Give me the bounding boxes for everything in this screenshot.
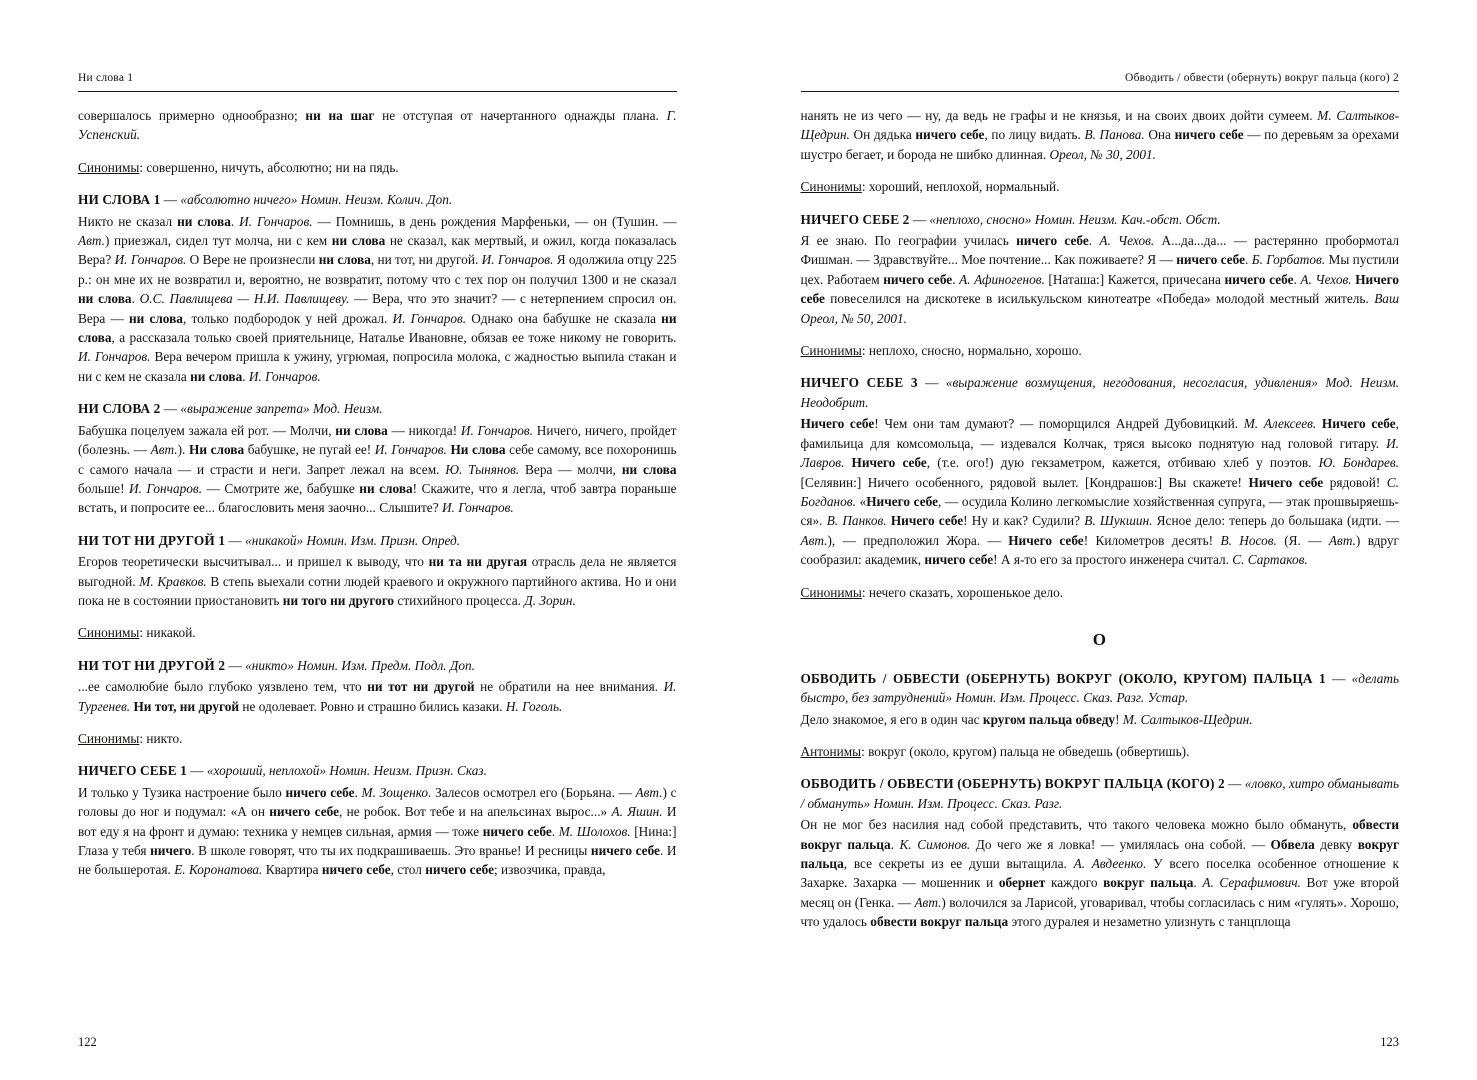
dictionary-entry bbox=[801, 210, 1400, 328]
continuation-text: совершалось примерно однообразно; ни на шаг не отступая от начертанного однажды плана. Г. Успенский. bbox=[78, 108, 677, 143]
dictionary-entry bbox=[78, 399, 677, 517]
entry-tags: Номин. Изм. Процесс. Сказ. Разг. Устар. bbox=[955, 690, 1189, 706]
entry-tags: Номин. Изм. Предм. Подл. Доп. bbox=[297, 657, 475, 673]
section-letter: О bbox=[1092, 629, 1107, 649]
entry-body: Егоров теоретически высчитывал... и пришел к выводу, что ни та ни другая отрасль дела не является выгодной. М. Кравков. В степь выехали сотни людей краевого и окружного партийного актива. Но и они пока не в состоянии приостановить ни того ни другого стихийного процесса. Д. Зорин. bbox=[78, 554, 677, 608]
synonyms-block bbox=[78, 729, 677, 748]
entry-body: Бабушка поцелуем зажала ей рот. — Молчи, ни слова — никогда! И. Гончаров. Ничего, ничего, пройдет (болезнь. — Авт.). Ни слова бабушке, не пугай ее! И. Гончаров. Ни слова себе самому, все похоронишь с самого начала — и страсти и неги. Запрет лежал на всем. Ю. Тынянов. Вера — молчи, ни слова больше! И. Гончаров. — Смотрите же, бабушке ни слова! Скажите, что я легла, чтоб завтра пораньше встать, и попросите ее... благословить меня заочно... Слышите? И. Гончаров. bbox=[78, 422, 677, 516]
dash: — bbox=[925, 375, 946, 391]
left-column-text bbox=[78, 106, 677, 880]
entry-body: Я ее знаю. По географии училась ничего себе. А. Чехов. А...да...да... — растерянно пробормотал Фишман. — Здравствуйте... Мое почтение... Как поживаете? Я — ничего себе. Б. Горбатов. Мы пустили цех. Работаем ничего себе. А. Афиногенов. [Наташа:] Кажется, причесана ничего себе. А. Чехов. Ничего себе повеселился на дискотеке в исилькульском кинотеатре «Победа» молодой местный житель. Ваш Ореол, № 50, 2001. bbox=[800, 233, 1400, 326]
dictionary-entry bbox=[78, 656, 677, 716]
running-head-left: Ни слова 1 bbox=[78, 72, 134, 84]
synonyms-line: Синонимы: хороший, неплохой, нормальный. bbox=[800, 179, 1060, 195]
entry-head bbox=[78, 531, 677, 550]
right-column-text bbox=[801, 106, 1400, 932]
running-head-right: Обводить / обвести (обернуть) вокруг пальца (кого) 2 bbox=[1125, 72, 1399, 84]
entry-gloss: «никто» bbox=[245, 657, 294, 673]
folio-right: 123 bbox=[1380, 1035, 1399, 1049]
entry-gloss: «ловко, хитро обманывать / обмануть» bbox=[800, 776, 1400, 811]
entry-head bbox=[78, 656, 677, 675]
synonyms-label: Синонимы bbox=[78, 625, 140, 641]
dash: — bbox=[190, 763, 207, 779]
entry-lemma: НИ СЛОВА 1 bbox=[78, 192, 161, 208]
entry-body: Никто не сказал ни слова. И. Гончаров. — Помнишь, в день рождения Марфеньки, — он (Тушин. — Авт.) приезжал, сидел тут молча, ни с кем ни слова не сказал, как мертвый, и ожил, когда показалась Вера? И. Гончаров. О Вере не произнесли ни слова, ни тот, ни другой. И. Гончаров. Я одолжила отцу 225 р.: он мне их не возвратил и, вероятно, не возвратит, потому что с тех пор он получил 1300 и не сказал ни слова. О.С. Павлищева — Н.И. Павлищеву. — Вера, что это значит? — с нетерпением спросил он. Вера — ни слова, только подбородок у ней дрожал. И. Гончаров. Однако она бабушке не сказала ни слова, а рассказала только своей приятельнице, Наталье Ивановне, обязав ее тоже никому не говорить. И. Гончаров. Вера вечером пришла к ужину, угрюмая, попросила молока, с жадностью выпила стакан и ни с кем не сказала ни слова. И. Гончаров. bbox=[78, 213, 677, 384]
entry-head bbox=[801, 373, 1400, 412]
folio-left: 122 bbox=[78, 1035, 97, 1049]
entry-tags: Номин. Изм. Призн. Опред. bbox=[306, 532, 461, 548]
synonyms-block bbox=[801, 583, 1400, 602]
entry-head bbox=[801, 210, 1400, 229]
synonyms-line: Синонимы: никто. bbox=[78, 730, 183, 746]
entry-tags: Номин. Неизм. Колич. Доп. bbox=[300, 192, 453, 208]
synonyms-label: Синонимы bbox=[78, 730, 140, 746]
dash: — bbox=[228, 532, 246, 548]
entry-tags: Номин. Изм. Процесс. Сказ. Разг. bbox=[873, 795, 1063, 811]
entry-tags: Номин. Неизм. Призн. Сказ. bbox=[329, 763, 487, 779]
dash: — bbox=[1228, 776, 1245, 792]
entry-gloss: «хороший, неплохой» bbox=[206, 763, 327, 779]
continuation-paragraph bbox=[801, 106, 1400, 164]
entry-lemma: НИЧЕГО СЕБЕ 2 bbox=[800, 211, 910, 227]
dictionary-entry bbox=[78, 761, 677, 879]
antonyms-line: Антонимы: вокруг (около, кругом) пальца не обведешь (обвертишь). bbox=[800, 743, 1190, 759]
entry-gloss: «никакой» bbox=[245, 532, 304, 548]
synonyms-line: Синонимы: никакой. bbox=[78, 625, 196, 641]
entry-body: Дело знакомое, я его в один час кругом пальца обведу! М. Салтыков-Щедрин. bbox=[800, 711, 1253, 727]
dash: — bbox=[1332, 670, 1352, 686]
header-rule-left bbox=[78, 91, 677, 92]
synonyms-line: Синонимы: нечего сказать, хорошенькое дело. bbox=[800, 584, 1064, 600]
entry-lemma: ОБВОДИТЬ / ОБВЕСТИ (ОБЕРНУТЬ) ВОКРУГ ПАЛЬЦА (КОГО) 2 bbox=[800, 776, 1225, 792]
synonyms-label: Синонимы bbox=[800, 179, 862, 195]
dash: — bbox=[163, 401, 181, 417]
continuation-paragraph bbox=[78, 106, 677, 145]
dictionary-entry bbox=[801, 669, 1400, 729]
entry-gloss: «делать быстро, без затруднений» bbox=[800, 670, 1400, 706]
synonyms-block bbox=[801, 177, 1400, 196]
entry-tags: Мод. Неизм. Неодобрит. bbox=[800, 375, 1400, 410]
entry-lemma: НИЧЕГО СЕБЕ 3 bbox=[800, 375, 918, 391]
entry-lemma: НИЧЕГО СЕБЕ 1 bbox=[78, 763, 187, 779]
right-page bbox=[739, 0, 1477, 1080]
antonyms-block bbox=[801, 742, 1400, 761]
dictionary-entry bbox=[78, 190, 677, 386]
synonyms-block bbox=[801, 341, 1400, 360]
entry-body: И только у Тузика настроение было ничего себе. М. Зощенко. Залесов осмотрел его (Борьяна. — Авт.) с головы до ног и подумал: «А он ничего себе, не робок. Вот тебе и на апельсинах вырос...» А. Яшин. И вот еду я на фронт и думаю: техника у немцев сильная, армия — тоже ничего себе. М. Шолохов. [Нина:] Глаза у тебя ничего. В школе говорят, что ты их подкрашиваешь. Это вранье! И ресницы ничего себе. И не большеротая. Е. Коронатова. Квартира ничего себе, стол ничего себе; извозчика, правда, bbox=[78, 784, 677, 878]
antonyms-label: Антонимы bbox=[800, 743, 862, 759]
entry-head bbox=[78, 190, 677, 209]
entry-lemma: НИ ТОТ НИ ДРУГОЙ 1 bbox=[78, 532, 226, 548]
dash: — bbox=[228, 657, 246, 673]
entry-body: Ничего себе! Чем они там думают? — поморщился Андрей Дубовицкий. М. Алексеев. Ничего себе, фамильица для комсомольца, — издевался Колчак, тряся высоко поднятую над головой гитару. И. Лавров. Ничего себе, (т.е. ого!) дую гекзаметром, кажется, отбиваю хлеб у поэтов. Ю. Бондарев. [Селявин:] Ничего особенного, рядовой вылет. [Кондрашов:] Вы скажете! Ничего себе рядовой! С. Богданов. «Ничего себе, — осудила Колино легкомыслие хозяйственная супруга, — этак прошвыряешься». В. Панков. Ничего себе! Ну и как? Судили? В. Шукшин. Ясное дело: теперь до большака (идти. — Авт.), — предположил Жора. — Ничего себе! Километров десять! В. Носов. (Я. — Авт.) вдруг сообразил: академик, ничего себе! А я-то его за простого инженера считал. С. Сартаков. bbox=[800, 416, 1400, 568]
entry-body: Он не мог без насилия над собой представить, что такого человека можно было обмануть, обвести вокруг пальца. К. Симонов. До чего же я ловка! — умилялась она собой. — Обвела девку вокруг пальца, все секреты из ее души вытащила. А. Авдеенко. У всего поселка особенное отношение к Захарке. Захарка — мошенник и обернет каждого вокруг пальца. А. Серафимович. Вот уже второй месяц он (Генка. — Авт.) волочился за Ларисой, уговаривал, чтобы согласилась с ним «гулять». Хорошо, что удалось обвести вокруг пальца этого дуралея и незаметно улизнуть с танцплоща bbox=[800, 817, 1400, 930]
entry-head bbox=[78, 761, 677, 780]
entry-gloss: «выражение возмущения, негодования, несогласия, удивления» bbox=[945, 375, 1318, 391]
entry-tags: Мод. Неизм. bbox=[312, 401, 383, 417]
dash: — bbox=[912, 211, 930, 227]
dictionary-entry bbox=[801, 373, 1400, 569]
synonyms-label: Синонимы bbox=[800, 343, 862, 359]
entry-lemma: ОБВОДИТЬ / ОБВЕСТИ (ОБЕРНУТЬ) ВОКРУГ (ОКОЛО, КРУГОМ) ПАЛЬЦА 1 bbox=[800, 670, 1326, 686]
synonyms-block bbox=[78, 158, 677, 177]
entry-head bbox=[801, 669, 1400, 708]
synonyms-line: Синонимы: совершенно, ничуть, абсолютно; ни на пядь. bbox=[78, 159, 399, 175]
synonyms-label: Синонимы bbox=[800, 584, 862, 600]
synonyms-block bbox=[78, 623, 677, 642]
entry-head bbox=[801, 774, 1400, 813]
entry-lemma: НИ СЛОВА 2 bbox=[78, 401, 161, 417]
synonyms-label: Синонимы bbox=[78, 159, 140, 175]
dash: — bbox=[163, 192, 181, 208]
dictionary-entry bbox=[78, 531, 677, 611]
entry-head bbox=[78, 399, 677, 418]
header-rule-right bbox=[801, 91, 1400, 92]
dictionary-entry bbox=[801, 774, 1400, 931]
entry-gloss: «абсолютно ничего» bbox=[180, 192, 298, 208]
entry-lemma: НИ ТОТ НИ ДРУГОЙ 2 bbox=[78, 657, 226, 673]
entry-gloss: «выражение запрета» bbox=[180, 401, 310, 417]
entry-body: ...ее самолюбие было глубоко уязвлено тем, что ни тот ни другой не обратили на нее внимания. И. Тургенев. Ни тот, ни другой не одолевает. Ровно и страшно бились казаки. Н. Гоголь. bbox=[78, 679, 677, 714]
entry-gloss: «неплохо, сносно» bbox=[929, 211, 1032, 227]
entry-tags: Номин. Неизм. Кач.-обст. Обст. bbox=[1034, 211, 1221, 227]
synonyms-line: Синонимы: неплохо, сносно, нормально, хорошо. bbox=[800, 343, 1082, 359]
continuation-text: нанять не из чего — ну, да ведь не графы и не князья, и на своих двоих дойти сумеем. М. Салтыков-Щедрин. Он дядька ничего себе, по лицу видать. В. Панова. Она ничего себе — по деревьям за орехами шустро бегает, и борода не шибко длинная. Ореол, № 30, 2001. bbox=[800, 108, 1399, 162]
